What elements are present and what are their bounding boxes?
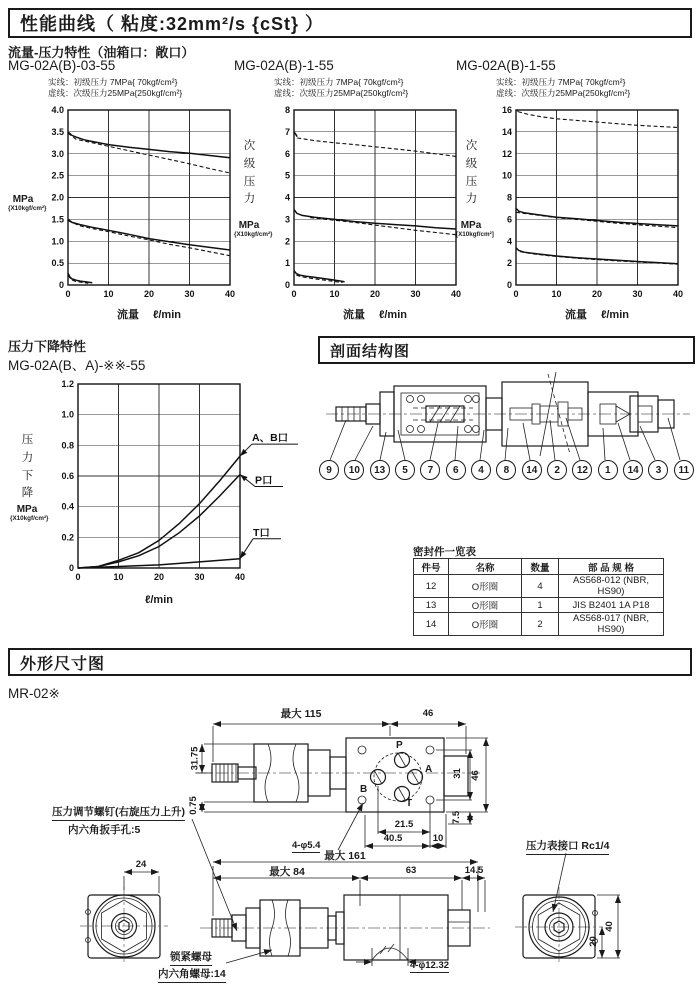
section-title-cross-section (318, 336, 695, 364)
y-axis-vertical-label: 次级压力 (243, 140, 256, 206)
part-balloon: 4 (471, 460, 491, 480)
cross-section-drawing (318, 368, 695, 460)
cell: JIS B2401 1A P18 (559, 598, 664, 613)
cell: AS568-012 (NBR, HS90) (559, 575, 664, 598)
label-hex-nut: 内六角螺母:14 (158, 966, 226, 983)
svg-text:10: 10 (551, 289, 562, 299)
svg-text:0: 0 (68, 563, 74, 573)
part-balloon: 2 (547, 460, 567, 480)
label-lock-nut: 锁紧螺母 (170, 949, 212, 966)
dim-20: 20 (587, 936, 599, 947)
svg-text:14: 14 (501, 126, 512, 137)
dimensions-model: MR-02※ (8, 686, 60, 701)
col-header: 件号 (414, 559, 449, 575)
y-axis-vertical-label: 次级压力 (465, 140, 478, 206)
svg-text:20: 20 (591, 289, 603, 299)
svg-text:A、B口: A、B口 (252, 432, 289, 445)
svg-text:0.6: 0.6 (61, 471, 74, 481)
part-balloon: 3 (648, 460, 668, 480)
svg-text:20: 20 (369, 289, 381, 299)
svg-text:1.2: 1.2 (61, 379, 74, 389)
pressure-drop-chart-svg (44, 376, 304, 588)
svg-text:30: 30 (632, 289, 643, 299)
seal-parts-table (413, 558, 664, 636)
dimension-drawings (0, 700, 700, 996)
svg-text:0: 0 (506, 280, 512, 290)
svg-text:30: 30 (184, 289, 195, 299)
svg-text:5: 5 (284, 170, 290, 181)
pressure-drop-title: 压力下降特性 (8, 339, 87, 354)
chart-legend (274, 77, 408, 100)
dim-7-5: 7.5 (451, 810, 463, 825)
chart-title: MG-02A(B)-1-55 (456, 58, 556, 73)
svg-text:10: 10 (113, 572, 124, 582)
table-header-row (414, 559, 664, 575)
x-axis-label: ℓ/min (145, 594, 173, 606)
dim-14-5: 14.5 (464, 865, 484, 876)
cell: O形圈 (449, 575, 522, 598)
label-gauge-port: 压力表接口 Rc1/4 (526, 838, 609, 855)
flow-pressure-subtitle: 流量-压力特性（油箱口：敞口） (8, 45, 195, 60)
legend-dashed-line: 虚线：次级压力25MPa{250kgf/cm²} (274, 88, 409, 99)
performance-curves-title: 性能曲线（ 粘度:32mm²/s {cSt} ） (20, 14, 325, 34)
legend-solid-line: 实线：初级压力 7MPa{ 70kgf/cm²} (496, 77, 626, 87)
seal-table-title: 密封件一览表 (413, 546, 476, 558)
svg-text:10: 10 (501, 170, 512, 181)
flow-pressure-chart-svg (266, 102, 464, 302)
cell: 1 (522, 598, 559, 613)
part-balloon: 6 (446, 460, 466, 480)
svg-text:8: 8 (284, 105, 290, 115)
legend-solid-line: 实线：初级压力 7MPa{ 70kgf/cm²} (274, 77, 404, 87)
svg-text:4: 4 (506, 236, 512, 247)
svg-text:0.2: 0.2 (61, 532, 74, 543)
dim-bolt-holes: 4-φ5.4 (292, 840, 321, 851)
part-balloon: 11 (674, 460, 694, 480)
pressure-drop-model: MG-02A(B、A)-※※-55 (8, 358, 146, 373)
svg-text:16: 16 (501, 105, 512, 115)
dim-0-75: 0.75 (187, 796, 199, 815)
part-balloon: 10 (344, 460, 364, 480)
x-axis-label: 流量 ℓ/min (117, 309, 181, 321)
svg-text:6: 6 (506, 214, 512, 225)
cell: 14 (414, 613, 449, 636)
part-balloon-row (318, 460, 695, 480)
y-axis-unit: MPa {X10kgf/cm²} (8, 194, 47, 212)
dim-24: 24 (135, 859, 147, 870)
svg-text:30: 30 (410, 289, 421, 299)
x-axis-label: 流量 ℓ/min (343, 309, 407, 321)
dim-40: 40 (603, 921, 615, 932)
legend-solid-line: 实线：初级压力 7MPa{ 70kgf/cm²} (48, 77, 178, 87)
svg-text:0: 0 (75, 572, 81, 582)
svg-text:2.0: 2.0 (51, 192, 64, 203)
cell: 13 (414, 598, 449, 613)
label-adjust-screw: 压力调节螺钉(右旋压力上升) (52, 804, 185, 821)
cell: O形圈 (449, 613, 522, 636)
dim-max-161: 最大 161 (324, 850, 366, 862)
col-header: 名称 (449, 559, 522, 575)
svg-text:8: 8 (506, 192, 512, 203)
label-hex-wrench: 内六角扳手孔:5 (68, 824, 141, 836)
dim-31-right: 31 (451, 768, 463, 779)
svg-text:0.4: 0.4 (61, 501, 74, 512)
svg-text:2: 2 (506, 258, 512, 269)
svg-text:2: 2 (284, 236, 290, 247)
svg-text:0.8: 0.8 (61, 440, 74, 451)
x-axis-label: 流量 ℓ/min (565, 309, 629, 321)
svg-text:7: 7 (284, 126, 290, 137)
legend-dashed-line: 虚线：次级压力25MPa{250kgf/cm²} (496, 88, 631, 99)
section-title-performance-curves (8, 8, 692, 38)
y-axis-vertical-label: 压力下降 (21, 434, 34, 500)
col-header: 数量 (522, 559, 559, 575)
col-header: 部 品 规 格 (559, 559, 664, 575)
port-label-a: A (425, 764, 433, 775)
part-balloon: 5 (395, 460, 415, 480)
part-balloon: 14 (623, 460, 643, 480)
svg-text:1.0: 1.0 (61, 409, 74, 420)
dim-10: 10 (432, 833, 444, 844)
svg-text:10: 10 (329, 289, 340, 299)
chart-plot-area (8, 376, 308, 591)
dim-max-115: 最大 115 (280, 708, 322, 720)
port-label-b: B (360, 784, 368, 795)
part-balloon: 14 (522, 460, 542, 480)
svg-text:3.5: 3.5 (51, 126, 64, 137)
dim-21-5: 21.5 (394, 819, 414, 830)
cell: 4 (522, 575, 559, 598)
y-axis-unit: MPa {X10kgf/cm²} (234, 220, 273, 238)
svg-text:10: 10 (103, 289, 114, 299)
dimensions-title: 外形尺寸图 (20, 655, 106, 673)
chart-plot-area (234, 102, 470, 307)
port-label-t: T (406, 798, 413, 809)
y-axis-unit: MPa {X10kgf/cm²} (10, 504, 49, 522)
svg-text:0: 0 (291, 289, 297, 299)
part-balloon: 1 (598, 460, 618, 480)
part-balloon: 13 (370, 460, 390, 480)
svg-text:3: 3 (284, 214, 290, 225)
part-balloon: 8 (496, 460, 516, 480)
part-balloon: 7 (420, 460, 440, 480)
cross-section-title: 剖面结构图 (330, 342, 411, 360)
svg-text:1.0: 1.0 (51, 236, 64, 247)
dim-31-75: 31.75 (189, 746, 201, 771)
table-row (414, 575, 664, 598)
part-balloon: 12 (572, 460, 592, 480)
legend-dashed-line: 虚线：次级压力25MPa{250kgf/cm²} (48, 88, 183, 99)
chart-plot-area (8, 102, 244, 307)
svg-text:0: 0 (284, 280, 290, 290)
y-axis-unit: MPa [X10kgf/cm²] (456, 220, 494, 238)
dim-40-5: 40.5 (383, 833, 403, 844)
chart-legend (496, 77, 630, 100)
dim-63: 63 (405, 865, 417, 876)
svg-text:30: 30 (194, 572, 205, 582)
svg-text:T口: T口 (253, 526, 270, 539)
chart-legend (48, 77, 182, 100)
dim-max-84: 最大 84 (269, 866, 305, 878)
svg-text:40: 40 (450, 289, 462, 299)
svg-text:40: 40 (672, 289, 684, 299)
svg-text:40: 40 (224, 289, 236, 299)
cell: 12 (414, 575, 449, 598)
chart-title: MG-02A(B)-03-55 (8, 58, 116, 73)
svg-text:2.5: 2.5 (51, 170, 64, 181)
table-row (414, 613, 664, 636)
svg-text:12: 12 (501, 148, 512, 159)
svg-text:6: 6 (284, 148, 290, 159)
svg-text:0: 0 (513, 289, 519, 299)
svg-text:4: 4 (284, 192, 290, 203)
svg-text:4.0: 4.0 (51, 105, 64, 115)
svg-text:P口: P口 (255, 474, 273, 487)
table-row (414, 598, 664, 613)
chart-title: MG-02A(B)-1-55 (234, 58, 334, 73)
svg-text:20: 20 (143, 289, 155, 299)
svg-text:0: 0 (58, 280, 64, 290)
svg-text:1: 1 (284, 258, 290, 269)
chart-plot-area (456, 102, 692, 307)
dim-mount-holes: 4-φ12.32 (410, 960, 450, 971)
svg-text:20: 20 (153, 572, 165, 582)
cell: 2 (522, 613, 559, 636)
flow-pressure-chart-svg (488, 102, 686, 302)
part-balloon: 9 (319, 460, 339, 480)
dim-46-right: 46 (469, 770, 481, 781)
dim-46-top: 46 (422, 708, 434, 719)
svg-text:3.0: 3.0 (51, 148, 64, 159)
flow-pressure-chart-svg (40, 102, 238, 302)
port-label-p: P (396, 740, 403, 751)
svg-text:1.5: 1.5 (51, 214, 64, 225)
svg-text:40: 40 (234, 572, 246, 582)
cell: O形圈 (449, 598, 522, 613)
cell: AS568-017 (NBR, HS90) (559, 613, 664, 636)
section-title-dimensions (8, 648, 692, 676)
svg-text:0.5: 0.5 (51, 258, 64, 269)
svg-text:0: 0 (65, 289, 71, 299)
